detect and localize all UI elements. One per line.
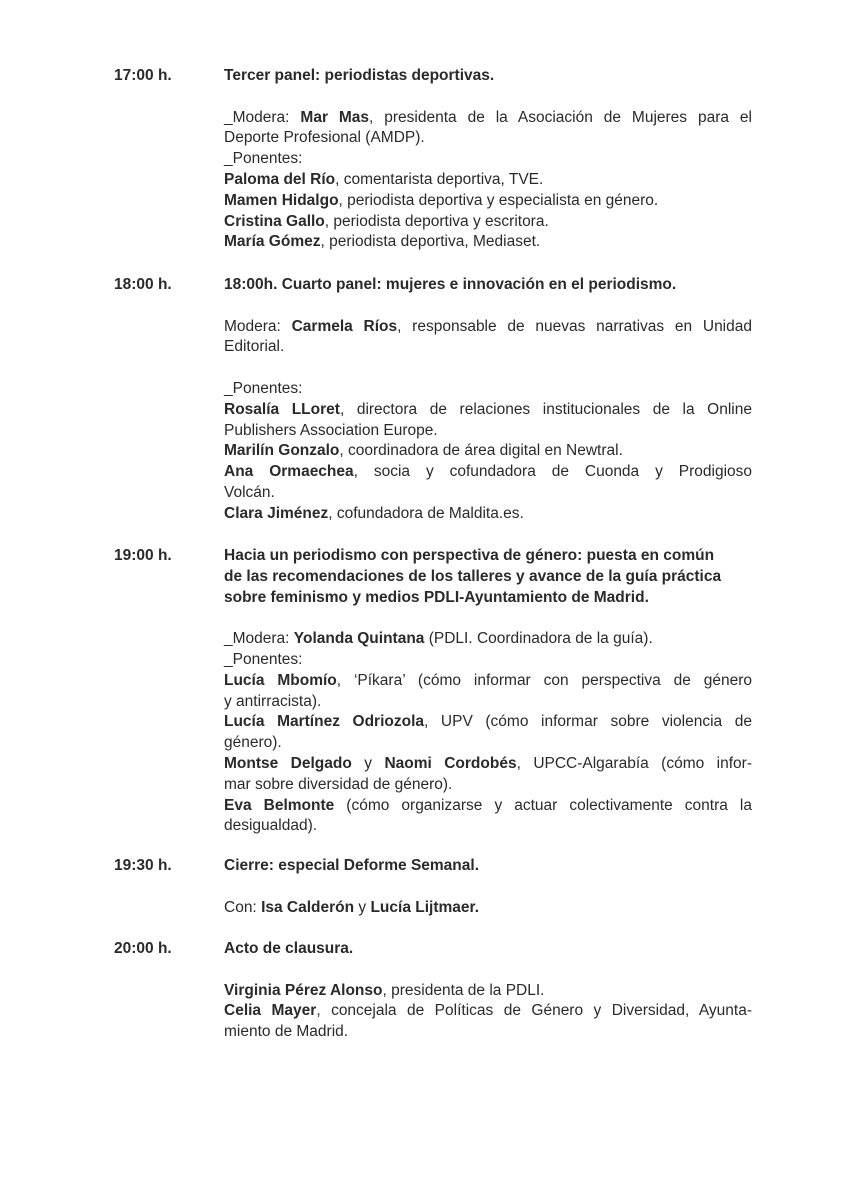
- speaker-name: Paloma del Río: [224, 170, 336, 188]
- text-fragment: y antirracista).: [224, 692, 322, 710]
- session-text-line: [224, 671, 752, 692]
- session-text-line: [224, 421, 752, 442]
- session-title-line: 18:00h. Cuarto panel: mujeres e innovación en el periodismo.: [224, 276, 677, 293]
- text-fragment: Deporte Profesional (AMDP).: [224, 129, 425, 147]
- session-title-line: Cierre: especial Deforme Semanal.: [224, 857, 480, 874]
- session-time: 18:00 h.: [114, 276, 172, 293]
- session-title-line: Acto de clausura.: [224, 940, 354, 957]
- session-title-line: Hacia un periodismo con perspectiva de género: puesta en común: [224, 547, 715, 564]
- text-fragment: _Modera:: [224, 630, 294, 648]
- text-fragment: _Ponentes:: [224, 379, 303, 397]
- speaker-name: Eva Belmonte: [224, 796, 335, 814]
- speaker-name: Rosalía LLoret: [224, 400, 340, 418]
- spacer: [224, 608, 752, 629]
- session-text-line: [224, 108, 752, 129]
- text-fragment: Volcán.: [224, 483, 275, 501]
- text-fragment: (PDLI. Coordinadora de la guía).: [424, 630, 653, 648]
- text-fragment: _Modera:: [224, 108, 301, 126]
- text-fragment: , cofundadora de Maldita.es.: [328, 504, 524, 522]
- session-text-line: [224, 650, 752, 671]
- session-text-line: [224, 191, 752, 212]
- speaker-name: Mar Mas: [300, 108, 370, 126]
- session-text-line: [224, 149, 752, 170]
- text-fragment: _Ponentes:: [224, 650, 303, 668]
- session-text-line: [224, 796, 752, 817]
- session-text-line: [224, 504, 752, 525]
- session-text-line: [224, 981, 752, 1002]
- text-fragment: miento de Madrid.: [224, 1023, 349, 1041]
- session-text-line: [224, 337, 752, 358]
- session-time: 17:00 h.: [114, 67, 172, 84]
- session-title-line: de las recomendaciones de los talleres y avance de la guía práctica: [224, 567, 722, 585]
- speaker-name: Virginia Pérez Alonso: [224, 981, 383, 999]
- text-fragment: desigualdad).: [224, 817, 318, 835]
- speaker-name: Montse Delgado: [224, 754, 352, 772]
- spacer: [224, 296, 752, 317]
- text-fragment: , ‘Píkara’ (cómo informar con perspectiva de género: [336, 671, 752, 689]
- text-fragment: , directora de relaciones institucionales de la Online: [339, 400, 752, 418]
- text-fragment: , periodista deportiva y escritora.: [324, 212, 549, 230]
- speaker-name: Carmela Ríos: [291, 317, 398, 335]
- text-fragment: , periodista deportiva, Mediaset.: [320, 233, 541, 251]
- speaker-name: Marilín Gonzalo: [224, 442, 340, 460]
- session-text-line: [224, 712, 752, 733]
- session-body: [224, 939, 752, 1043]
- text-fragment: _Ponentes:: [224, 150, 303, 168]
- session-time: 20:00 h.: [114, 940, 172, 957]
- session-title-line: sobre feminismo y medios PDLI-Ayuntamiento de Madrid.: [224, 588, 649, 606]
- session-body: [224, 66, 752, 253]
- session-body: [224, 856, 752, 918]
- speaker-name: Celia Mayer: [224, 1002, 317, 1020]
- text-fragment: , concejala de Políticas de Género y Diversidad, Ayunta-: [316, 1002, 752, 1020]
- session-text-line: [224, 128, 752, 149]
- session-body: [224, 546, 752, 837]
- session-text-line: [224, 816, 752, 837]
- speaker-name: Lucía Lijtmaer.: [370, 898, 480, 916]
- text-fragment: Modera:: [224, 317, 292, 335]
- text-fragment: género).: [224, 734, 282, 752]
- session-time: 19:00 h.: [114, 547, 172, 564]
- session-text-line: [224, 1022, 752, 1043]
- session-text-line: [224, 379, 752, 400]
- session-text-line: [224, 232, 752, 253]
- speaker-name: María Gómez: [224, 233, 321, 251]
- speaker-name: Cristina Gallo: [224, 212, 325, 230]
- session-text-line: [224, 754, 752, 775]
- speaker-name: Naomi Cordobés: [384, 754, 517, 772]
- session-time: 19:30 h.: [114, 857, 172, 874]
- session-text-line: [224, 1001, 752, 1022]
- text-fragment: , periodista deportiva y especialista en género.: [338, 191, 659, 209]
- text-fragment: (cómo organizarse y actuar colectivamente contra la: [334, 796, 752, 814]
- text-fragment: , socia y cofundadora de Cuonda y Prodigioso: [353, 463, 752, 481]
- session-text-line: [224, 400, 752, 421]
- text-fragment: , UPV (cómo informar sobre violencia de: [424, 713, 752, 731]
- text-fragment: y: [351, 754, 385, 772]
- speaker-name: Isa Calderón: [261, 898, 355, 916]
- text-fragment: , coordinadora de área digital en Newtral.: [339, 442, 623, 460]
- session-body: [224, 275, 752, 525]
- text-fragment: Publishers Association Europe.: [224, 421, 438, 439]
- session-text-line: [224, 733, 752, 754]
- text-fragment: , comentarista deportiva, TVE.: [335, 170, 544, 188]
- session-text-line: [224, 441, 752, 462]
- text-fragment: mar sobre diversidad de género).: [224, 775, 453, 793]
- text-fragment: y: [354, 898, 371, 916]
- spacer: [224, 358, 752, 379]
- text-fragment: , responsable de nuevas narrativas en Unidad: [397, 317, 752, 335]
- session-title-line: Tercer panel: periodistas deportivas.: [224, 67, 495, 84]
- spacer: [224, 960, 752, 981]
- session-text-line: [224, 898, 752, 919]
- session-text-line: [224, 462, 752, 483]
- spacer: [224, 87, 752, 108]
- session-text-line: [224, 775, 752, 796]
- speaker-name: Lucía Mbomío: [224, 671, 337, 689]
- speaker-name: Lucía Martínez Odriozola: [224, 713, 425, 731]
- session-text-line: [224, 629, 752, 650]
- speaker-name: Clara Jiménez: [224, 504, 329, 522]
- speaker-name: Ana Ormaechea: [224, 463, 354, 481]
- text-fragment: , presidenta de la PDLI.: [382, 981, 545, 999]
- session-text-line: [224, 212, 752, 233]
- session-text-line: [224, 317, 752, 338]
- text-fragment: Con:: [224, 898, 262, 916]
- speaker-name: Yolanda Quintana: [293, 630, 425, 648]
- session-text-line: [224, 692, 752, 713]
- session-text-line: [224, 483, 752, 504]
- speaker-name: Mamen Hidalgo: [224, 191, 339, 209]
- text-fragment: , UPCC-Algarabía (cómo infor-: [516, 754, 752, 772]
- text-fragment: Editorial.: [224, 338, 285, 356]
- session-text-line: [224, 170, 752, 191]
- text-fragment: , presidenta de la Asociación de Mujeres para el: [369, 108, 752, 126]
- spacer: [224, 877, 752, 898]
